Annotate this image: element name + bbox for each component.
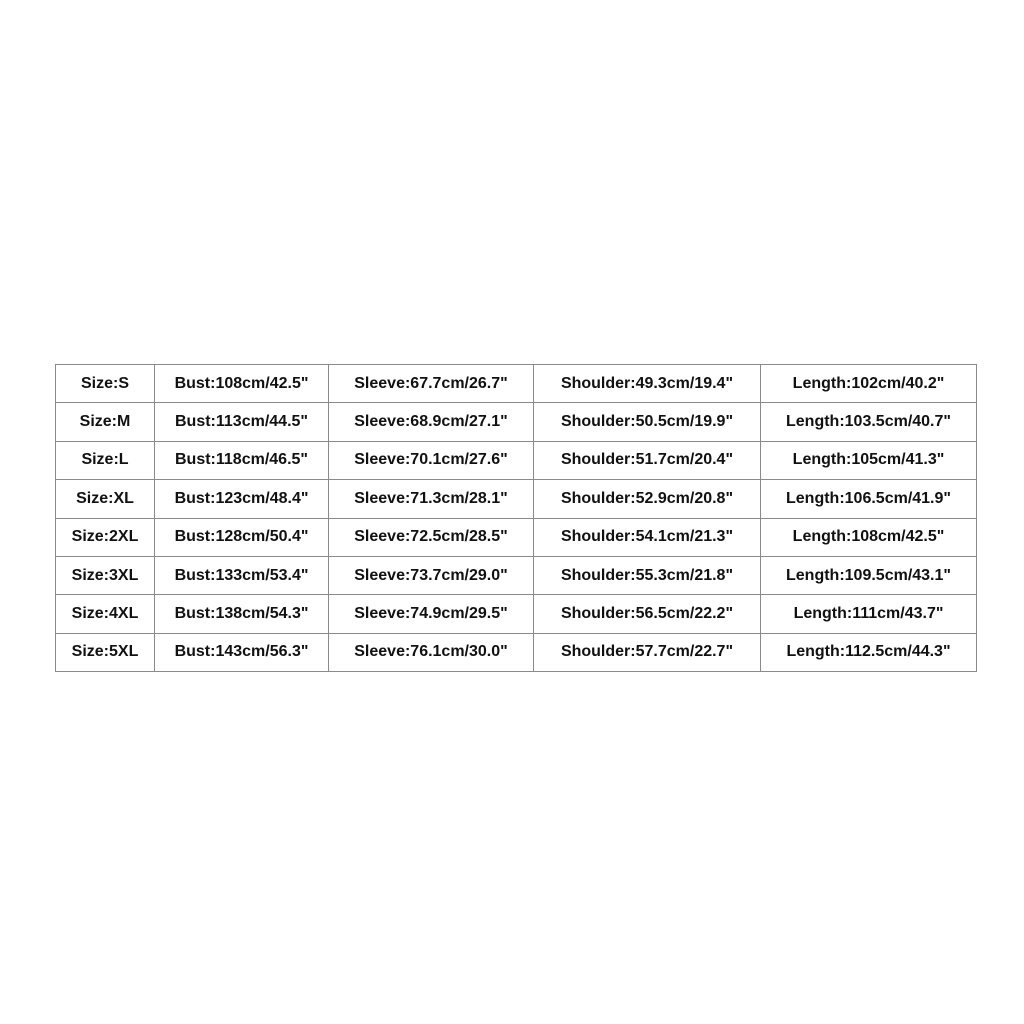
bust-cell: Bust:113cm/44.5" xyxy=(155,403,329,441)
shoulder-cell: Shoulder:57.7cm/22.7" xyxy=(534,633,761,671)
shoulder-cell: Shoulder:50.5cm/19.9" xyxy=(534,403,761,441)
size-cell: Size:5XL xyxy=(56,633,155,671)
size-cell: Size:2XL xyxy=(56,518,155,556)
shoulder-cell: Shoulder:52.9cm/20.8" xyxy=(534,480,761,518)
bust-cell: Bust:128cm/50.4" xyxy=(155,518,329,556)
size-cell: Size:3XL xyxy=(56,556,155,594)
bust-cell: Bust:108cm/42.5" xyxy=(155,365,329,403)
shoulder-cell: Shoulder:51.7cm/20.4" xyxy=(534,441,761,479)
shoulder-cell: Shoulder:56.5cm/22.2" xyxy=(534,595,761,633)
shoulder-cell: Shoulder:54.1cm/21.3" xyxy=(534,518,761,556)
bust-cell: Bust:118cm/46.5" xyxy=(155,441,329,479)
size-cell: Size:XL xyxy=(56,480,155,518)
length-cell: Length:102cm/40.2" xyxy=(761,365,977,403)
table-row xyxy=(56,365,977,403)
sleeve-cell: Sleeve:70.1cm/27.6" xyxy=(329,441,534,479)
sleeve-cell: Sleeve:71.3cm/28.1" xyxy=(329,480,534,518)
bust-cell: Bust:138cm/54.3" xyxy=(155,595,329,633)
length-cell: Length:108cm/42.5" xyxy=(761,518,977,556)
length-cell: Length:105cm/41.3" xyxy=(761,441,977,479)
sleeve-cell: Sleeve:73.7cm/29.0" xyxy=(329,556,534,594)
bust-cell: Bust:143cm/56.3" xyxy=(155,633,329,671)
length-cell: Length:109.5cm/43.1" xyxy=(761,556,977,594)
table-row xyxy=(56,441,977,479)
table-row xyxy=(56,556,977,594)
size-cell: Size:S xyxy=(56,365,155,403)
size-chart-table xyxy=(55,364,977,672)
table-row xyxy=(56,403,977,441)
sleeve-cell: Sleeve:68.9cm/27.1" xyxy=(329,403,534,441)
table-row xyxy=(56,595,977,633)
bust-cell: Bust:123cm/48.4" xyxy=(155,480,329,518)
sleeve-cell: Sleeve:76.1cm/30.0" xyxy=(329,633,534,671)
bust-cell: Bust:133cm/53.4" xyxy=(155,556,329,594)
size-cell: Size:L xyxy=(56,441,155,479)
sleeve-cell: Sleeve:74.9cm/29.5" xyxy=(329,595,534,633)
size-cell: Size:M xyxy=(56,403,155,441)
length-cell: Length:103.5cm/40.7" xyxy=(761,403,977,441)
sleeve-cell: Sleeve:72.5cm/28.5" xyxy=(329,518,534,556)
size-cell: Size:4XL xyxy=(56,595,155,633)
table-row xyxy=(56,480,977,518)
sleeve-cell: Sleeve:67.7cm/26.7" xyxy=(329,365,534,403)
length-cell: Length:106.5cm/41.9" xyxy=(761,480,977,518)
length-cell: Length:112.5cm/44.3" xyxy=(761,633,977,671)
shoulder-cell: Shoulder:49.3cm/19.4" xyxy=(534,365,761,403)
length-cell: Length:111cm/43.7" xyxy=(761,595,977,633)
table-row xyxy=(56,518,977,556)
shoulder-cell: Shoulder:55.3cm/21.8" xyxy=(534,556,761,594)
table-row xyxy=(56,633,977,671)
